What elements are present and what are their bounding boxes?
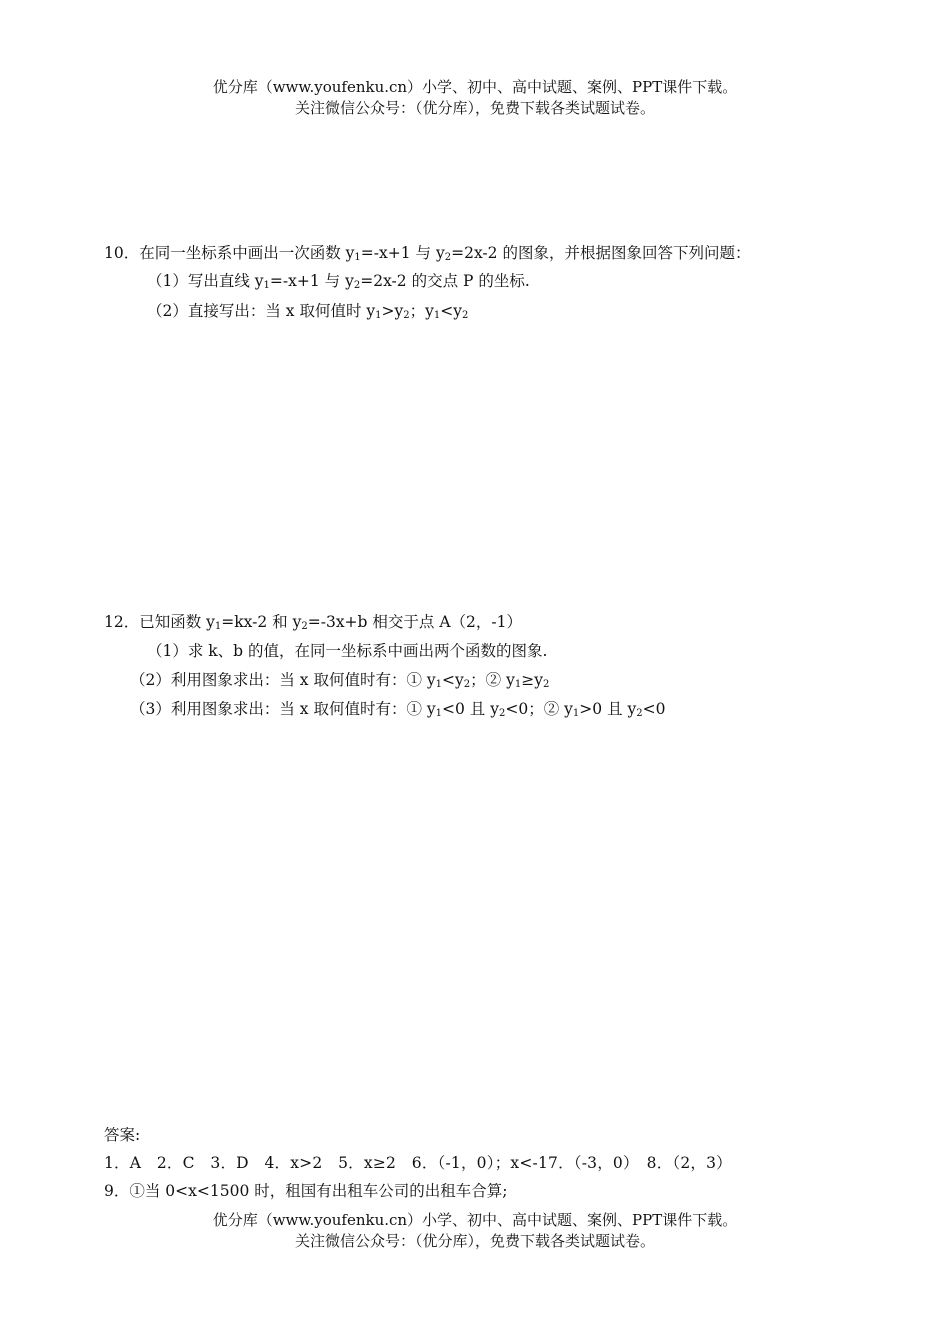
footer-line-2: 关注微信公众号：（优分库），免费下载各类试题试卷。 (294, 1232, 655, 1250)
page-header (0, 77, 950, 119)
answers-line-1: 1．A 2．C 3．D 4．x>2 5．x≥2 6．（-1，0）；x<-17．（-3，0） 8．（2，3） (104, 1154, 732, 1172)
footer-line-1: 优分库（www.youfenku.cn）小学、初中、高中试题、案例、PPT课件下载。 (212, 1211, 738, 1229)
question-12-part-1: （1）求 k、b 的值，在同一坐标系中画出两个函数的图象. (147, 642, 548, 660)
question-10-part-1: （1）写出直线 $y_1=-x+1$ 与 $y_2=2x-2$ 的交点 P 的坐标. (147, 272, 530, 291)
answers-line-2: 9．①当 0<x<1500 时，租国有出租车公司的出租车合算; (104, 1182, 508, 1200)
question-10-part-2: （2）直接写出：当 x 取何值时 $y_1>y_2$；$y_1<y_2$ (147, 302, 469, 321)
header-line-2: 关注微信公众号：（优分库），免费下载各类试题试卷。 (294, 99, 655, 117)
answers-label: 答案: (104, 1126, 141, 1144)
question-12-part-2: （2）利用图象求出：当 x 取何值时有：① $y_1<y_2$；② $y_1\ge y_2$ (130, 671, 550, 690)
question-12-part-3: （3）利用图象求出：当 x 取何值时有：① $y_1<0$ 且 $y_2<0$；② $y_1>0$ 且 $y_2<0$ (130, 700, 666, 719)
question-10-title: 10．在同一坐标系中画出一次函数 $y_1=-x+1$ 与 $y_2=2x-2$ 的图象，并根据图象回答下列问题： (104, 244, 751, 263)
question-12-title: 12．已知函数 $y_1=kx-2$ 和 $y_2=-3x+b$ 相交于点 A（2，-1） (104, 613, 522, 632)
page-footer (0, 1210, 950, 1252)
header-line-1: 优分库（www.youfenku.cn）小学、初中、高中试题、案例、PPT课件下载。 (212, 78, 738, 96)
